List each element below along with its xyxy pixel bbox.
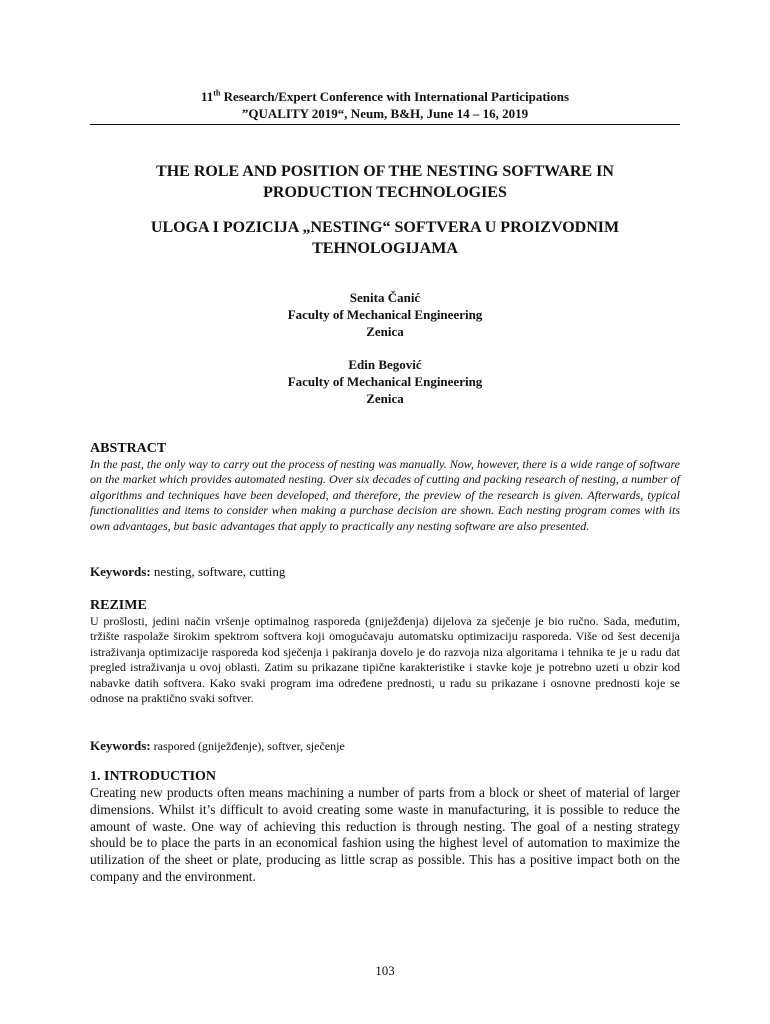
keywords-label: Keywords:: [90, 738, 151, 753]
conference-header-line-1: 11th Research/Expert Conference with International Participations: [200, 88, 570, 104]
keywords-bosnian: [90, 737, 680, 755]
author-name: Senita Čanić: [349, 290, 421, 305]
introduction-heading: 1. INTRODUCTION: [90, 769, 217, 784]
abstract-text: In the past, the only way to carry out the process of nesting was manually. Now, however, there is a wide range of software on the market which provides automated nesting. Over six decades of cutting and packing research of nesting, a number of algorithms and techniques have been developed, and therefore, the preview of the research is given. Afterwards, typical functionalities and items to consider when making a purchase decision are shown. Each nesting program comes with its own advantages, but basic advantages that apply to practically any nesting software are also presented.: [90, 457, 680, 533]
keywords-values: nesting, software, cutting: [150, 564, 286, 579]
page-number: 103: [375, 963, 395, 978]
rezime-text: U prošlosti, jedini način vršenje optimalnog rasporeda (gniježđenja) dijelova za sječenje je bio ručno. Sada, međutim, tržište raspolaže širokim spektrom softvera koji omogućavaju automatsku optimizaciju rasporeda. Više od šest decenija istraživanja optimizacije rasporeda kod sječenja i pakiranja dovelo je do razvoja niza algoritama i tehnika te je u radu dat pregled istraživanja u ovoj oblasti. Zatim su prikazane tipične karakteristike i stavke koje je potrebno uzeti u obzir kod nabavke datih softvera. Kako svaki program ima određene prednosti, u radu su prikazane i osnovne prednosti koje se odnose na praktično svaki softver.: [90, 614, 680, 706]
paper-title-english: [90, 161, 680, 203]
keywords-values: raspored (gniježđenje), softver, sječenje: [150, 739, 345, 753]
keywords-label: Keywords:: [90, 564, 151, 579]
rezime-heading: REZIME: [90, 598, 147, 613]
author-affiliation: Faculty of Mechanical Engineering: [287, 307, 483, 322]
author-affiliation: Faculty of Mechanical Engineering: [287, 374, 483, 389]
author-block-2: [90, 356, 680, 407]
paper-title-english-line-2: PRODUCTION TECHNOLOGIES: [263, 184, 507, 201]
conference-header: [90, 88, 680, 122]
author-city: Zenica: [366, 391, 404, 406]
rezime-section: [90, 597, 680, 706]
ordinal-suffix: th: [213, 88, 221, 98]
paper-title-bosnian-line-1: ULOGA I POZICIJA „NESTING“ SOFTVERA U PROIZVODNIM: [150, 219, 620, 236]
author-block-1: [90, 289, 680, 340]
abstract-heading: ABSTRACT: [90, 441, 167, 456]
conference-header-line-2: ”QUALITY 2019“, Neum, B&H, June 14 – 16, 2019: [241, 106, 529, 121]
abstract-section: [90, 440, 680, 534]
introduction-text: Creating new products often means machining a number of parts from a block or sheet of material of larger dimensions. Whilst it’s difficult to avoid creating some waste in manufacturing, it is possible to reduce the amount of waste. One way of achieving this reduction is through nesting. The goal of a nesting strategy should be to place the parts in an economical fashion using the highest level of automation to maximize the utilization of the sheet or plate, producing as little scrap as possible. This has a positive impact both on the company and the environment.: [90, 785, 680, 884]
keywords-english: [90, 563, 680, 580]
author-name: Edin Begović: [348, 357, 422, 372]
author-city: Zenica: [366, 324, 404, 339]
paper-title-english-line-1: THE ROLE AND POSITION OF THE NESTING SOFTWARE IN: [156, 163, 614, 180]
paper-title-bosnian-line-2: TEHNOLOGIJAMA: [312, 240, 458, 257]
introduction-section: [90, 768, 680, 886]
paper-title-bosnian: [90, 217, 680, 259]
header-rule: [90, 124, 680, 125]
